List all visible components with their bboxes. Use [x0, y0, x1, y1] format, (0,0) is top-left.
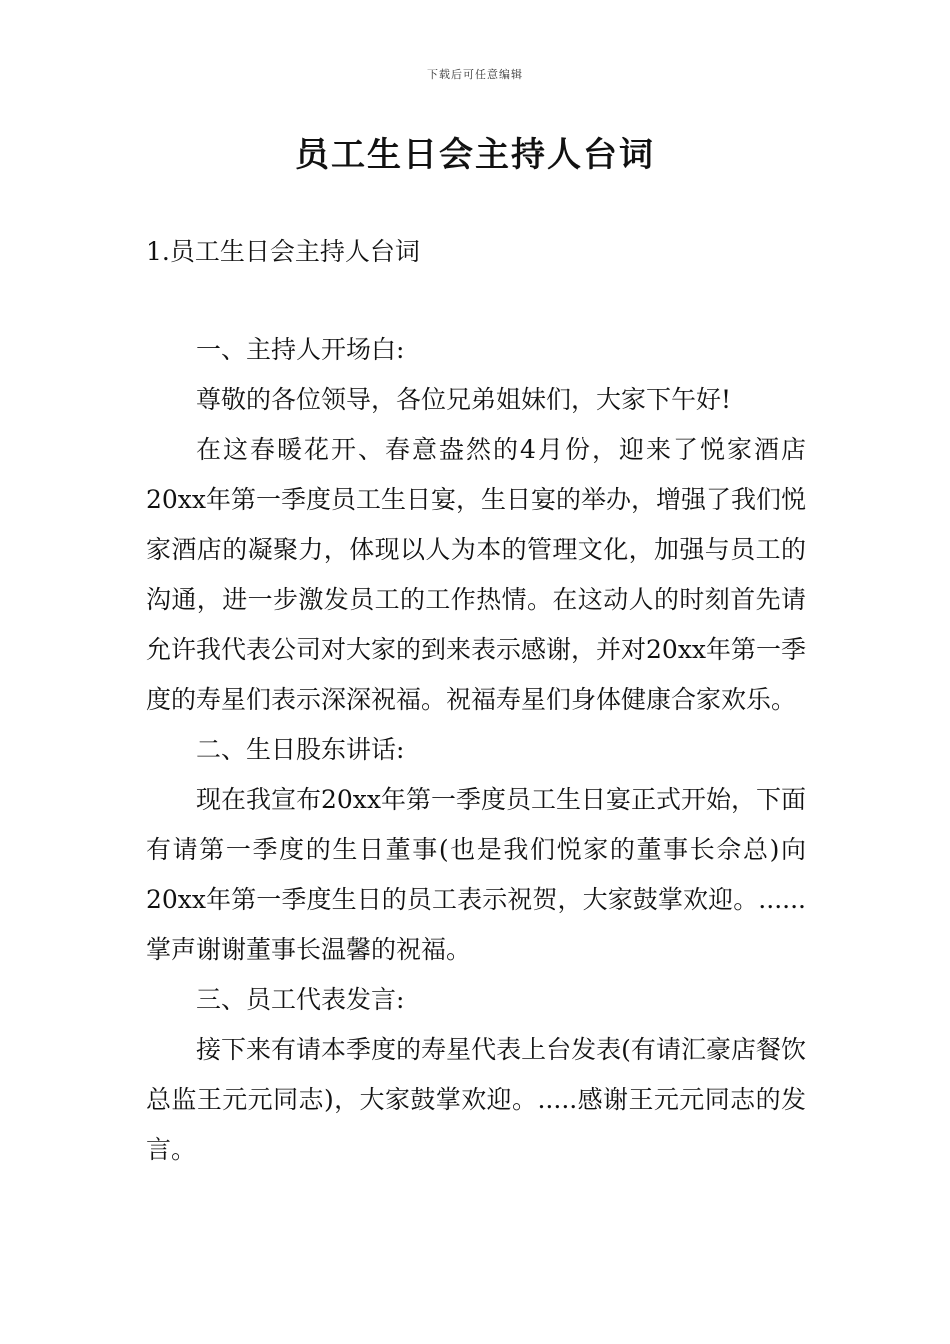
- paragraph-representative: 接下来有请本季度的寿星代表上台发表(有请汇豪店餐饮总监王元元同志)，大家鼓掌欢迎。.....感谢王元元同志的发言。: [146, 1035, 806, 1164]
- paragraph-introduction: 在这春暖花开、春意盎然的4月份，迎来了悦家酒店20xx年第一季度员工生日宴，生日宴的举办，增强了我们悦家酒店的凝聚力，体现以人为本的管理文化，加强与员工的沟通，进一步激发员工的工作热情。在这动人的时刻首先请允许我代表公司对大家的到来表示感谢，并对20xx年第一季度的寿星们表示深深祝福。祝福寿星们身体健康合家欢乐。: [146, 435, 807, 714]
- paragraph-greeting: 尊敬的各位领导，各位兄弟姐妹们，大家下午好!: [196, 385, 732, 414]
- header-note: 下载后可任意编辑: [427, 68, 523, 81]
- heading-employee-speech: 三、员工代表发言:: [196, 985, 405, 1014]
- document-title: 员工生日会主持人台词: [295, 135, 655, 175]
- heading-shareholder-speech: 二、生日股东讲话:: [196, 735, 405, 764]
- heading-opening-remarks: 一、主持人开场白:: [196, 335, 405, 364]
- paragraph-announcement: 现在我宣布20xx年第一季度员工生日宴正式开始，下面有请第一季度的生日董事(也是我们悦家的董事长佘总)向20xx年第一季度生日的员工表示祝贺，大家鼓掌欢迎。......掌声谢谢董事长温馨的祝福。: [146, 785, 807, 964]
- section-heading: 1.员工生日会主持人台词: [146, 237, 420, 266]
- document-body: [146, 325, 806, 1175]
